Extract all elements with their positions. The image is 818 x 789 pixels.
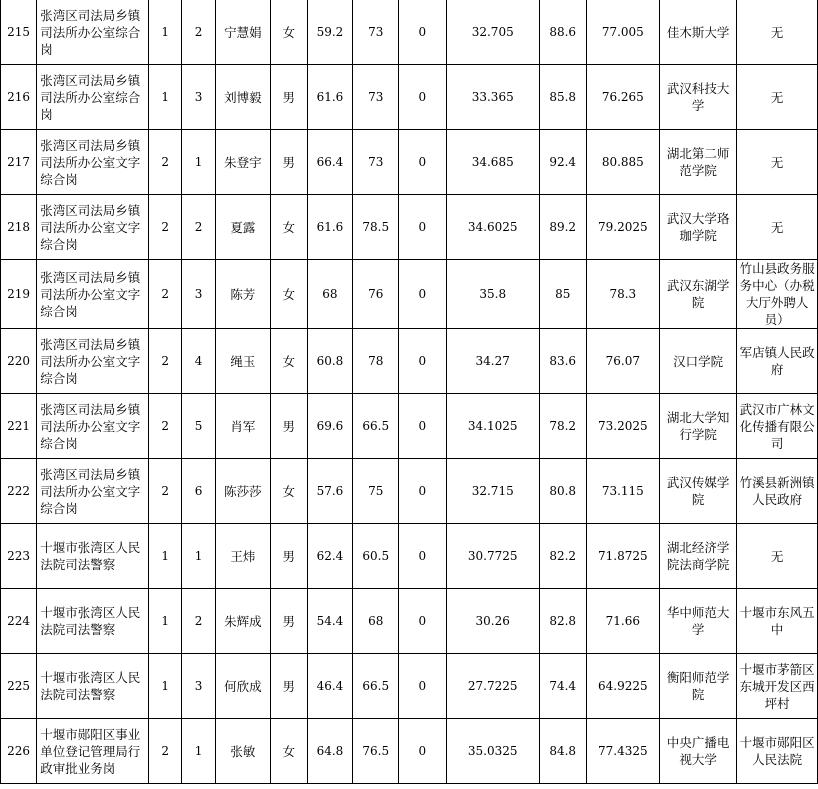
- school-cell: 湖北第二师范学院: [660, 130, 737, 195]
- school-cell: 武汉传媒学院: [660, 459, 737, 524]
- rank-cell: 3: [182, 654, 215, 719]
- school-cell: 华中师范大学: [660, 589, 737, 654]
- table-body: [1, 0, 818, 784]
- bonus-cell: 0: [399, 65, 446, 130]
- interview-score-cell: 85.8: [539, 65, 586, 130]
- name-cell: 陈莎莎: [215, 459, 270, 524]
- seq-cell: 220: [1, 329, 37, 394]
- quota-cell: 2: [148, 719, 181, 784]
- aptitude-score-cell: 76.5: [353, 719, 399, 784]
- seq-cell: 218: [1, 195, 37, 260]
- seq-cell: 226: [1, 719, 37, 784]
- total-score-cell: 80.885: [586, 130, 660, 195]
- quota-cell: 2: [148, 329, 181, 394]
- interview-score-cell: 78.2: [539, 394, 586, 459]
- written-score-cell: 57.6: [307, 459, 353, 524]
- interview-score-cell: 88.6: [539, 0, 586, 65]
- name-cell: 刘博毅: [215, 65, 270, 130]
- gender-cell: 女: [271, 195, 308, 260]
- table-row: [1, 65, 818, 130]
- school-cell: 汉口学院: [660, 329, 737, 394]
- table-row: [1, 130, 818, 195]
- table-row: [1, 589, 818, 654]
- work-unit-cell: 无: [737, 65, 818, 130]
- written-converted-cell: 34.1025: [446, 394, 539, 459]
- total-score-cell: 71.8725: [586, 524, 660, 589]
- post-cell: 张湾区司法局乡镇司法所办公室文字综合岗: [37, 195, 149, 260]
- post-cell: 张湾区司法局乡镇司法所办公室文字综合岗: [37, 394, 149, 459]
- written-converted-cell: 34.685: [446, 130, 539, 195]
- aptitude-score-cell: 73: [353, 0, 399, 65]
- written-converted-cell: 33.365: [446, 65, 539, 130]
- rank-cell: 1: [182, 719, 215, 784]
- seq-cell: 221: [1, 394, 37, 459]
- bonus-cell: 0: [399, 459, 446, 524]
- bonus-cell: 0: [399, 589, 446, 654]
- bonus-cell: 0: [399, 260, 446, 329]
- rank-cell: 4: [182, 329, 215, 394]
- rank-cell: 6: [182, 459, 215, 524]
- quota-cell: 2: [148, 195, 181, 260]
- work-unit-cell: 十堰市茅箭区东城开发区西坪村: [737, 654, 818, 719]
- name-cell: 王炜: [215, 524, 270, 589]
- interview-score-cell: 92.4: [539, 130, 586, 195]
- quota-cell: 2: [148, 394, 181, 459]
- written-converted-cell: 30.26: [446, 589, 539, 654]
- bonus-cell: 0: [399, 719, 446, 784]
- gender-cell: 男: [271, 654, 308, 719]
- bonus-cell: 0: [399, 524, 446, 589]
- gender-cell: 男: [271, 524, 308, 589]
- rank-cell: 2: [182, 195, 215, 260]
- name-cell: 夏露: [215, 195, 270, 260]
- table-row: [1, 459, 818, 524]
- rank-cell: 5: [182, 394, 215, 459]
- written-score-cell: 68: [307, 260, 353, 329]
- work-unit-cell: 无: [737, 0, 818, 65]
- post-cell: 张湾区司法局乡镇司法所办公室文字综合岗: [37, 459, 149, 524]
- interview-score-cell: 82.2: [539, 524, 586, 589]
- gender-cell: 男: [271, 394, 308, 459]
- gender-cell: 男: [271, 130, 308, 195]
- table-row: [1, 260, 818, 329]
- table-row: [1, 654, 818, 719]
- written-converted-cell: 30.7725: [446, 524, 539, 589]
- written-score-cell: 61.6: [307, 65, 353, 130]
- total-score-cell: 73.115: [586, 459, 660, 524]
- written-score-cell: 69.6: [307, 394, 353, 459]
- written-score-cell: 61.6: [307, 195, 353, 260]
- interview-score-cell: 83.6: [539, 329, 586, 394]
- seq-cell: 217: [1, 130, 37, 195]
- written-converted-cell: 27.7225: [446, 654, 539, 719]
- table-row: [1, 524, 818, 589]
- bonus-cell: 0: [399, 394, 446, 459]
- rank-cell: 1: [182, 524, 215, 589]
- aptitude-score-cell: 78.5: [353, 195, 399, 260]
- written-converted-cell: 34.27: [446, 329, 539, 394]
- work-unit-cell: 无: [737, 195, 818, 260]
- name-cell: 何欣成: [215, 654, 270, 719]
- school-cell: 佳木斯大学: [660, 0, 737, 65]
- total-score-cell: 71.66: [586, 589, 660, 654]
- gender-cell: 男: [271, 589, 308, 654]
- total-score-cell: 76.07: [586, 329, 660, 394]
- quota-cell: 1: [148, 654, 181, 719]
- gender-cell: 女: [271, 459, 308, 524]
- written-score-cell: 66.4: [307, 130, 353, 195]
- total-score-cell: 76.265: [586, 65, 660, 130]
- written-converted-cell: 34.6025: [446, 195, 539, 260]
- written-score-cell: 46.4: [307, 654, 353, 719]
- seq-cell: 215: [1, 0, 37, 65]
- name-cell: 陈芳: [215, 260, 270, 329]
- bonus-cell: 0: [399, 654, 446, 719]
- table-row: [1, 195, 818, 260]
- rank-cell: 3: [182, 260, 215, 329]
- work-unit-cell: 十堰市东风五中: [737, 589, 818, 654]
- bonus-cell: 0: [399, 130, 446, 195]
- quota-cell: 1: [148, 589, 181, 654]
- school-cell: 湖北大学知行学院: [660, 394, 737, 459]
- school-cell: 武汉东湖学院: [660, 260, 737, 329]
- work-unit-cell: 十堰市郧阳区人民法院: [737, 719, 818, 784]
- rank-cell: 3: [182, 65, 215, 130]
- gender-cell: 男: [271, 65, 308, 130]
- quota-cell: 2: [148, 260, 181, 329]
- aptitude-score-cell: 66.5: [353, 654, 399, 719]
- gender-cell: 女: [271, 719, 308, 784]
- interview-score-cell: 74.4: [539, 654, 586, 719]
- work-unit-cell: 竹山县政务服务中心（办税大厅外聘人员）: [737, 260, 818, 329]
- work-unit-cell: 无: [737, 130, 818, 195]
- total-score-cell: 77.005: [586, 0, 660, 65]
- school-cell: 武汉大学珞珈学院: [660, 195, 737, 260]
- school-cell: 衡阳师范学院: [660, 654, 737, 719]
- written-converted-cell: 32.715: [446, 459, 539, 524]
- written-score-cell: 64.8: [307, 719, 353, 784]
- post-cell: 十堰市张湾区人民法院司法警察: [37, 524, 149, 589]
- post-cell: 张湾区司法局乡镇司法所办公室文字综合岗: [37, 130, 149, 195]
- written-score-cell: 59.2: [307, 0, 353, 65]
- interview-score-cell: 80.8: [539, 459, 586, 524]
- post-cell: 十堰市张湾区人民法院司法警察: [37, 654, 149, 719]
- work-unit-cell: 无: [737, 524, 818, 589]
- aptitude-score-cell: 76: [353, 260, 399, 329]
- school-cell: 武汉科技大学: [660, 65, 737, 130]
- name-cell: 朱登宇: [215, 130, 270, 195]
- post-cell: 张湾区司法局乡镇司法所办公室综合岗: [37, 0, 149, 65]
- rank-cell: 1: [182, 130, 215, 195]
- work-unit-cell: 武汉市广林文化传播有限公司: [737, 394, 818, 459]
- written-converted-cell: 35.0325: [446, 719, 539, 784]
- written-converted-cell: 35.8: [446, 260, 539, 329]
- aptitude-score-cell: 60.5: [353, 524, 399, 589]
- name-cell: 张敏: [215, 719, 270, 784]
- written-converted-cell: 32.705: [446, 0, 539, 65]
- school-cell: 湖北经济学院法商学院: [660, 524, 737, 589]
- aptitude-score-cell: 68: [353, 589, 399, 654]
- total-score-cell: 77.4325: [586, 719, 660, 784]
- post-cell: 张湾区司法局乡镇司法所办公室文字综合岗: [37, 329, 149, 394]
- gender-cell: 女: [271, 329, 308, 394]
- interview-score-cell: 82.8: [539, 589, 586, 654]
- rank-cell: 2: [182, 0, 215, 65]
- total-score-cell: 64.9225: [586, 654, 660, 719]
- bonus-cell: 0: [399, 0, 446, 65]
- work-unit-cell: 竹溪县新洲镇人民政府: [737, 459, 818, 524]
- quota-cell: 1: [148, 0, 181, 65]
- total-score-cell: 73.2025: [586, 394, 660, 459]
- gender-cell: 女: [271, 260, 308, 329]
- name-cell: 宁慧娟: [215, 0, 270, 65]
- work-unit-cell: 军店镇人民政府: [737, 329, 818, 394]
- written-score-cell: 60.8: [307, 329, 353, 394]
- written-score-cell: 54.4: [307, 589, 353, 654]
- quota-cell: 1: [148, 524, 181, 589]
- total-score-cell: 78.3: [586, 260, 660, 329]
- aptitude-score-cell: 75: [353, 459, 399, 524]
- aptitude-score-cell: 73: [353, 65, 399, 130]
- post-cell: 张湾区司法局乡镇司法所办公室文字综合岗: [37, 260, 149, 329]
- seq-cell: 223: [1, 524, 37, 589]
- aptitude-score-cell: 78: [353, 329, 399, 394]
- written-score-cell: 62.4: [307, 524, 353, 589]
- total-score-cell: 79.2025: [586, 195, 660, 260]
- seq-cell: 219: [1, 260, 37, 329]
- table-row: [1, 394, 818, 459]
- post-cell: 张湾区司法局乡镇司法所办公室综合岗: [37, 65, 149, 130]
- table-row: [1, 0, 818, 65]
- name-cell: 朱辉成: [215, 589, 270, 654]
- bonus-cell: 0: [399, 195, 446, 260]
- table-row: [1, 719, 818, 784]
- interview-score-cell: 85: [539, 260, 586, 329]
- rank-cell: 2: [182, 589, 215, 654]
- gender-cell: 女: [271, 0, 308, 65]
- quota-cell: 2: [148, 459, 181, 524]
- school-cell: 中央广播电视大学: [660, 719, 737, 784]
- aptitude-score-cell: 66.5: [353, 394, 399, 459]
- seq-cell: 225: [1, 654, 37, 719]
- post-cell: 十堰市郧阳区事业单位登记管理局行政审批业务岗: [37, 719, 149, 784]
- name-cell: 肖军: [215, 394, 270, 459]
- seq-cell: 216: [1, 65, 37, 130]
- interview-score-cell: 84.8: [539, 719, 586, 784]
- post-cell: 十堰市张湾区人民法院司法警察: [37, 589, 149, 654]
- seq-cell: 224: [1, 589, 37, 654]
- bonus-cell: 0: [399, 329, 446, 394]
- interview-score-cell: 89.2: [539, 195, 586, 260]
- table-row: [1, 329, 818, 394]
- quota-cell: 2: [148, 130, 181, 195]
- name-cell: 绳玉: [215, 329, 270, 394]
- quota-cell: 1: [148, 65, 181, 130]
- aptitude-score-cell: 73: [353, 130, 399, 195]
- seq-cell: 222: [1, 459, 37, 524]
